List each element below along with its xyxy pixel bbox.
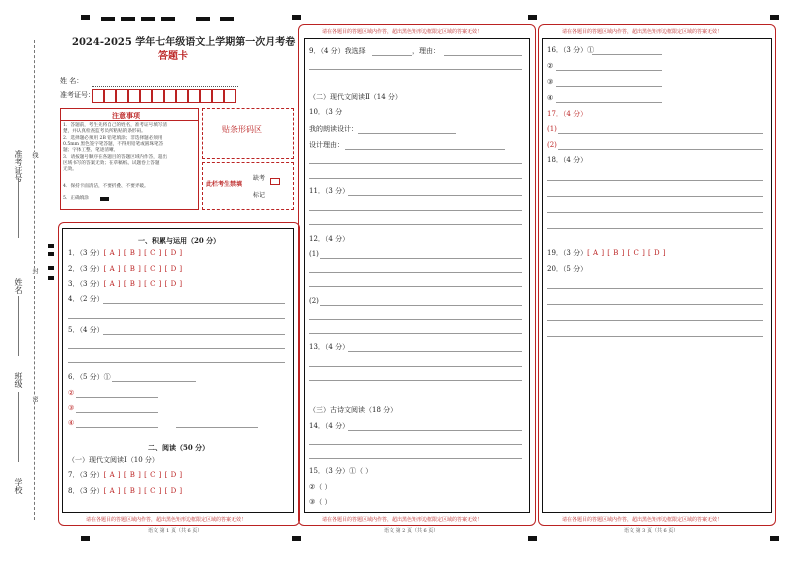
binding-name: 姓名 — [14, 278, 23, 294]
registration-mark — [141, 17, 155, 21]
absent-label-mark: 标记 — [253, 192, 266, 199]
answer-line[interactable] — [556, 86, 662, 87]
answer-line[interactable] — [556, 70, 662, 71]
answer-line[interactable] — [76, 412, 158, 413]
page2-page-number: 语文 第 2 页（共 6 页） — [384, 528, 439, 534]
q7-label: 7．（3 分）[ A ] [ B ] [ C ] [ D ] — [68, 471, 183, 479]
q20-label: 20．（5 分） — [547, 265, 588, 273]
q15-item-2: ②（ ） — [309, 483, 332, 491]
binding-fill-line — [18, 392, 19, 462]
notes-line: 5．正确填涂 — [63, 196, 89, 201]
binding-seal-word: 封 — [31, 268, 38, 274]
answer-line[interactable] — [68, 318, 285, 319]
registration-mark — [770, 536, 779, 541]
q14-label: 14．（4 分） — [309, 422, 350, 430]
q11-label: 11．（3 分） — [309, 187, 350, 195]
q16-item-2: ② — [547, 62, 554, 70]
q16-item-4: ④ — [547, 94, 554, 102]
timing-mark — [48, 252, 54, 256]
q17-item-2: (2) — [547, 141, 557, 149]
q12-label: 12．（4 分） — [309, 235, 350, 243]
q19-options[interactable]: [ A ] [ B ] [ C ] [ D ] — [587, 249, 667, 257]
answer-line[interactable] — [103, 334, 285, 335]
notes-line: 2．选择题必须用 2B 铅笔填涂；非选择题必须用 — [63, 136, 163, 141]
q13-label: 13．（4 分） — [309, 343, 350, 351]
q6-item-2: ② — [68, 389, 75, 397]
q7-options[interactable]: [ A ] [ B ] [ C ] [ D ] — [103, 471, 183, 479]
notes-line: 4．保持卡面清洁，不要折叠、不要弄破。 — [63, 184, 149, 189]
binding-secret-word: 密 — [31, 396, 38, 402]
q3-options[interactable]: [ A ] [ B ] [ C ] [ D ] — [103, 280, 183, 288]
answer-line[interactable] — [68, 362, 285, 363]
q12-item-2: (2) — [309, 297, 319, 305]
registration-mark — [121, 17, 135, 21]
answer-line[interactable] — [309, 366, 522, 367]
name-label: 姓 名： — [60, 77, 84, 85]
q2-options[interactable]: [ A ] [ B ] [ C ] [ D ] — [103, 265, 183, 273]
q12-item-1: (1) — [309, 250, 319, 258]
answer-line[interactable] — [309, 224, 522, 225]
registration-mark — [528, 536, 537, 541]
notes-line: 1．答题前，考生先将自己的姓名，准考证号填写清 — [63, 123, 167, 128]
fill-sample-mark — [100, 197, 109, 201]
answer-line[interactable] — [592, 54, 662, 55]
registration-mark — [292, 15, 301, 20]
page1-page-number: 语文 第 1 页（共 6 页） — [148, 528, 203, 534]
answer-line[interactable] — [547, 288, 763, 289]
q2-label: 2．（3 分）[ A ] [ B ] [ C ] [ D ] — [68, 265, 183, 273]
section1-heading: 一、积累与运用（20 分） — [138, 236, 221, 245]
page3-page-number: 语文 第 3 页（共 6 页） — [624, 528, 679, 534]
timing-mark — [48, 276, 54, 280]
registration-mark — [101, 17, 115, 21]
answer-line[interactable] — [309, 178, 522, 179]
answer-line[interactable] — [558, 133, 763, 134]
binding-student-id: 准考证号 — [14, 150, 23, 182]
notes-divider — [60, 120, 198, 121]
answer-line[interactable] — [320, 258, 522, 259]
timing-mark — [48, 244, 54, 248]
absent-note: 此栏考生禁填 — [206, 181, 243, 188]
answer-line[interactable] — [309, 333, 522, 334]
registration-mark — [220, 17, 234, 21]
q15-label: 15．（3 分）①（ ） — [309, 467, 373, 475]
q15-item-3: ③（ ） — [309, 498, 332, 506]
id-label: 准考证号： — [60, 91, 95, 99]
registration-mark — [161, 17, 175, 21]
page2-footer-warning: 请在各题目的答题区域内作答，超出黑色矩形边框限定区域的答案无效！ — [322, 517, 483, 523]
answer-line[interactable] — [68, 348, 285, 349]
answer-line[interactable] — [547, 196, 763, 197]
page3-header-warning: 请在各题目的答题区域内作答，超出黑色矩形边框限定区域的答案无效！ — [562, 29, 723, 35]
q8-label: 8．（3 分）[ A ] [ B ] [ C ] [ D ] — [68, 487, 183, 495]
answer-line[interactable] — [558, 149, 763, 150]
answer-line[interactable] — [309, 380, 522, 381]
answer-line[interactable] — [103, 303, 285, 304]
q6-label: 6．（5 分）① — [68, 373, 111, 381]
page2-header-warning: 请在各题目的答题区域内作答，超出黑色矩形边框限定区域的答案无效！ — [322, 29, 483, 35]
notes-line: 题；字体工整、笔迹清晰。 — [63, 148, 119, 153]
q19-label: 19．（3 分）[ A ] [ B ] [ C ] [ D ] — [547, 249, 667, 257]
absent-label: 缺考 — [253, 175, 266, 182]
answer-line[interactable] — [320, 305, 522, 306]
answer-line[interactable] — [547, 304, 763, 305]
notes-line: 3．请按题号顺序在各题目的答题区域内作答，超出 — [63, 155, 167, 160]
subsection-2: （二）现代文阅读Ⅱ（14 分） — [309, 93, 402, 101]
answer-line[interactable] — [547, 212, 763, 213]
binding-school: 学校 — [14, 478, 23, 494]
answer-line[interactable] — [309, 458, 522, 459]
answer-line[interactable] — [112, 381, 196, 382]
q9-reason-label: ，理由： — [412, 47, 440, 55]
barcode-label: 贴条形码区 — [222, 125, 262, 134]
q1-options[interactable]: [ A ] [ B ] [ C ] [ D ] — [103, 249, 183, 257]
answer-line[interactable] — [176, 427, 258, 428]
answer-line[interactable] — [309, 69, 522, 70]
registration-mark — [196, 17, 210, 21]
q17-item-1: (1) — [547, 125, 557, 133]
notes-line: 楚，并认真检查监考员所粘贴的条形码。 — [63, 129, 146, 134]
page1-footer-warning: 请在各题目的答题区域内作答，超出黑色矩形边框限定区域的答案无效！ — [86, 517, 247, 523]
q17-label: 17．（4 分） — [547, 110, 588, 118]
q16-label: 16．（3 分）① — [547, 46, 595, 54]
q16-item-3: ③ — [547, 78, 554, 86]
q10-label: 10．（3 分 — [309, 108, 343, 116]
binding-fill-line — [18, 178, 19, 238]
answer-line[interactable] — [556, 102, 662, 103]
section2-heading: 二、阅读（50 分） — [148, 443, 210, 452]
binding-fill-line — [18, 296, 19, 356]
answer-line[interactable] — [309, 286, 522, 287]
q1-label: 1．（3 分）[ A ] [ B ] [ C ] [ D ] — [68, 249, 183, 257]
registration-mark — [292, 536, 301, 541]
answer-line[interactable] — [309, 210, 522, 211]
page3-footer-warning: 请在各题目的答题区域内作答，超出黑色矩形边框限定区域的答案无效！ — [562, 517, 723, 523]
answer-line[interactable] — [76, 397, 158, 398]
exam-title: 2024-2025 学年七年级语文上学期第一次月考卷 — [72, 37, 296, 48]
answer-line[interactable] — [348, 430, 522, 431]
q8-options[interactable]: [ A ] [ B ] [ C ] [ D ] — [103, 487, 183, 495]
registration-mark — [528, 15, 537, 20]
answer-line[interactable] — [348, 195, 522, 196]
answer-line[interactable] — [76, 427, 158, 428]
answer-line[interactable] — [345, 149, 505, 150]
answer-sheet-subtitle: 答题卡 — [158, 51, 188, 62]
answer-line[interactable] — [348, 351, 522, 352]
answer-line[interactable] — [547, 320, 763, 321]
answer-line[interactable] — [309, 444, 522, 445]
notes-line: 无效。 — [63, 167, 77, 172]
binding-line-word: 线 — [31, 152, 38, 158]
absent-checkbox[interactable] — [270, 178, 280, 185]
answer-line[interactable] — [309, 272, 522, 273]
q18-label: 18．（4 分） — [547, 156, 588, 164]
q9-label: 9．（4 分）我选择 — [309, 47, 366, 55]
registration-mark — [770, 15, 779, 20]
binding-dashed-line — [34, 40, 35, 520]
registration-mark — [81, 536, 90, 541]
q4-label: 4．（2 分） — [68, 295, 104, 303]
subsection-1: （一）现代文阅读Ⅰ（10 分） — [68, 456, 159, 464]
subsection-3: （三）古诗文阅读（18 分） — [309, 406, 398, 414]
notes-heading: 注意事项 — [112, 111, 140, 120]
design-reason-label: 设计理由： — [309, 141, 344, 149]
registration-mark — [81, 15, 90, 20]
answer-line[interactable] — [444, 55, 522, 56]
q6-item-3: ③ — [68, 404, 75, 412]
answer-line[interactable] — [309, 163, 522, 164]
notes-line: 区域书写的答案无效；在草稿纸、试题卷上答题 — [63, 161, 160, 166]
q3-label: 3．（3 分）[ A ] [ B ] [ C ] [ D ] — [68, 280, 183, 288]
timing-mark — [48, 266, 54, 270]
notes-line: 0.5mm 黑色签字笔答题，不得用铅笔或圆珠笔答 — [63, 142, 164, 147]
answer-line[interactable] — [358, 133, 456, 134]
answer-line[interactable] — [309, 319, 522, 320]
design-label: 我的朗读设计： — [309, 125, 358, 133]
name-field[interactable] — [92, 86, 238, 87]
answer-line[interactable] — [547, 336, 763, 337]
answer-line[interactable] — [547, 228, 763, 229]
q6-item-4: ④ — [68, 419, 75, 427]
q5-label: 5．（4 分） — [68, 326, 104, 334]
binding-class: 班级 — [14, 372, 23, 388]
answer-line[interactable] — [547, 180, 763, 181]
answer-line[interactable] — [372, 55, 412, 56]
